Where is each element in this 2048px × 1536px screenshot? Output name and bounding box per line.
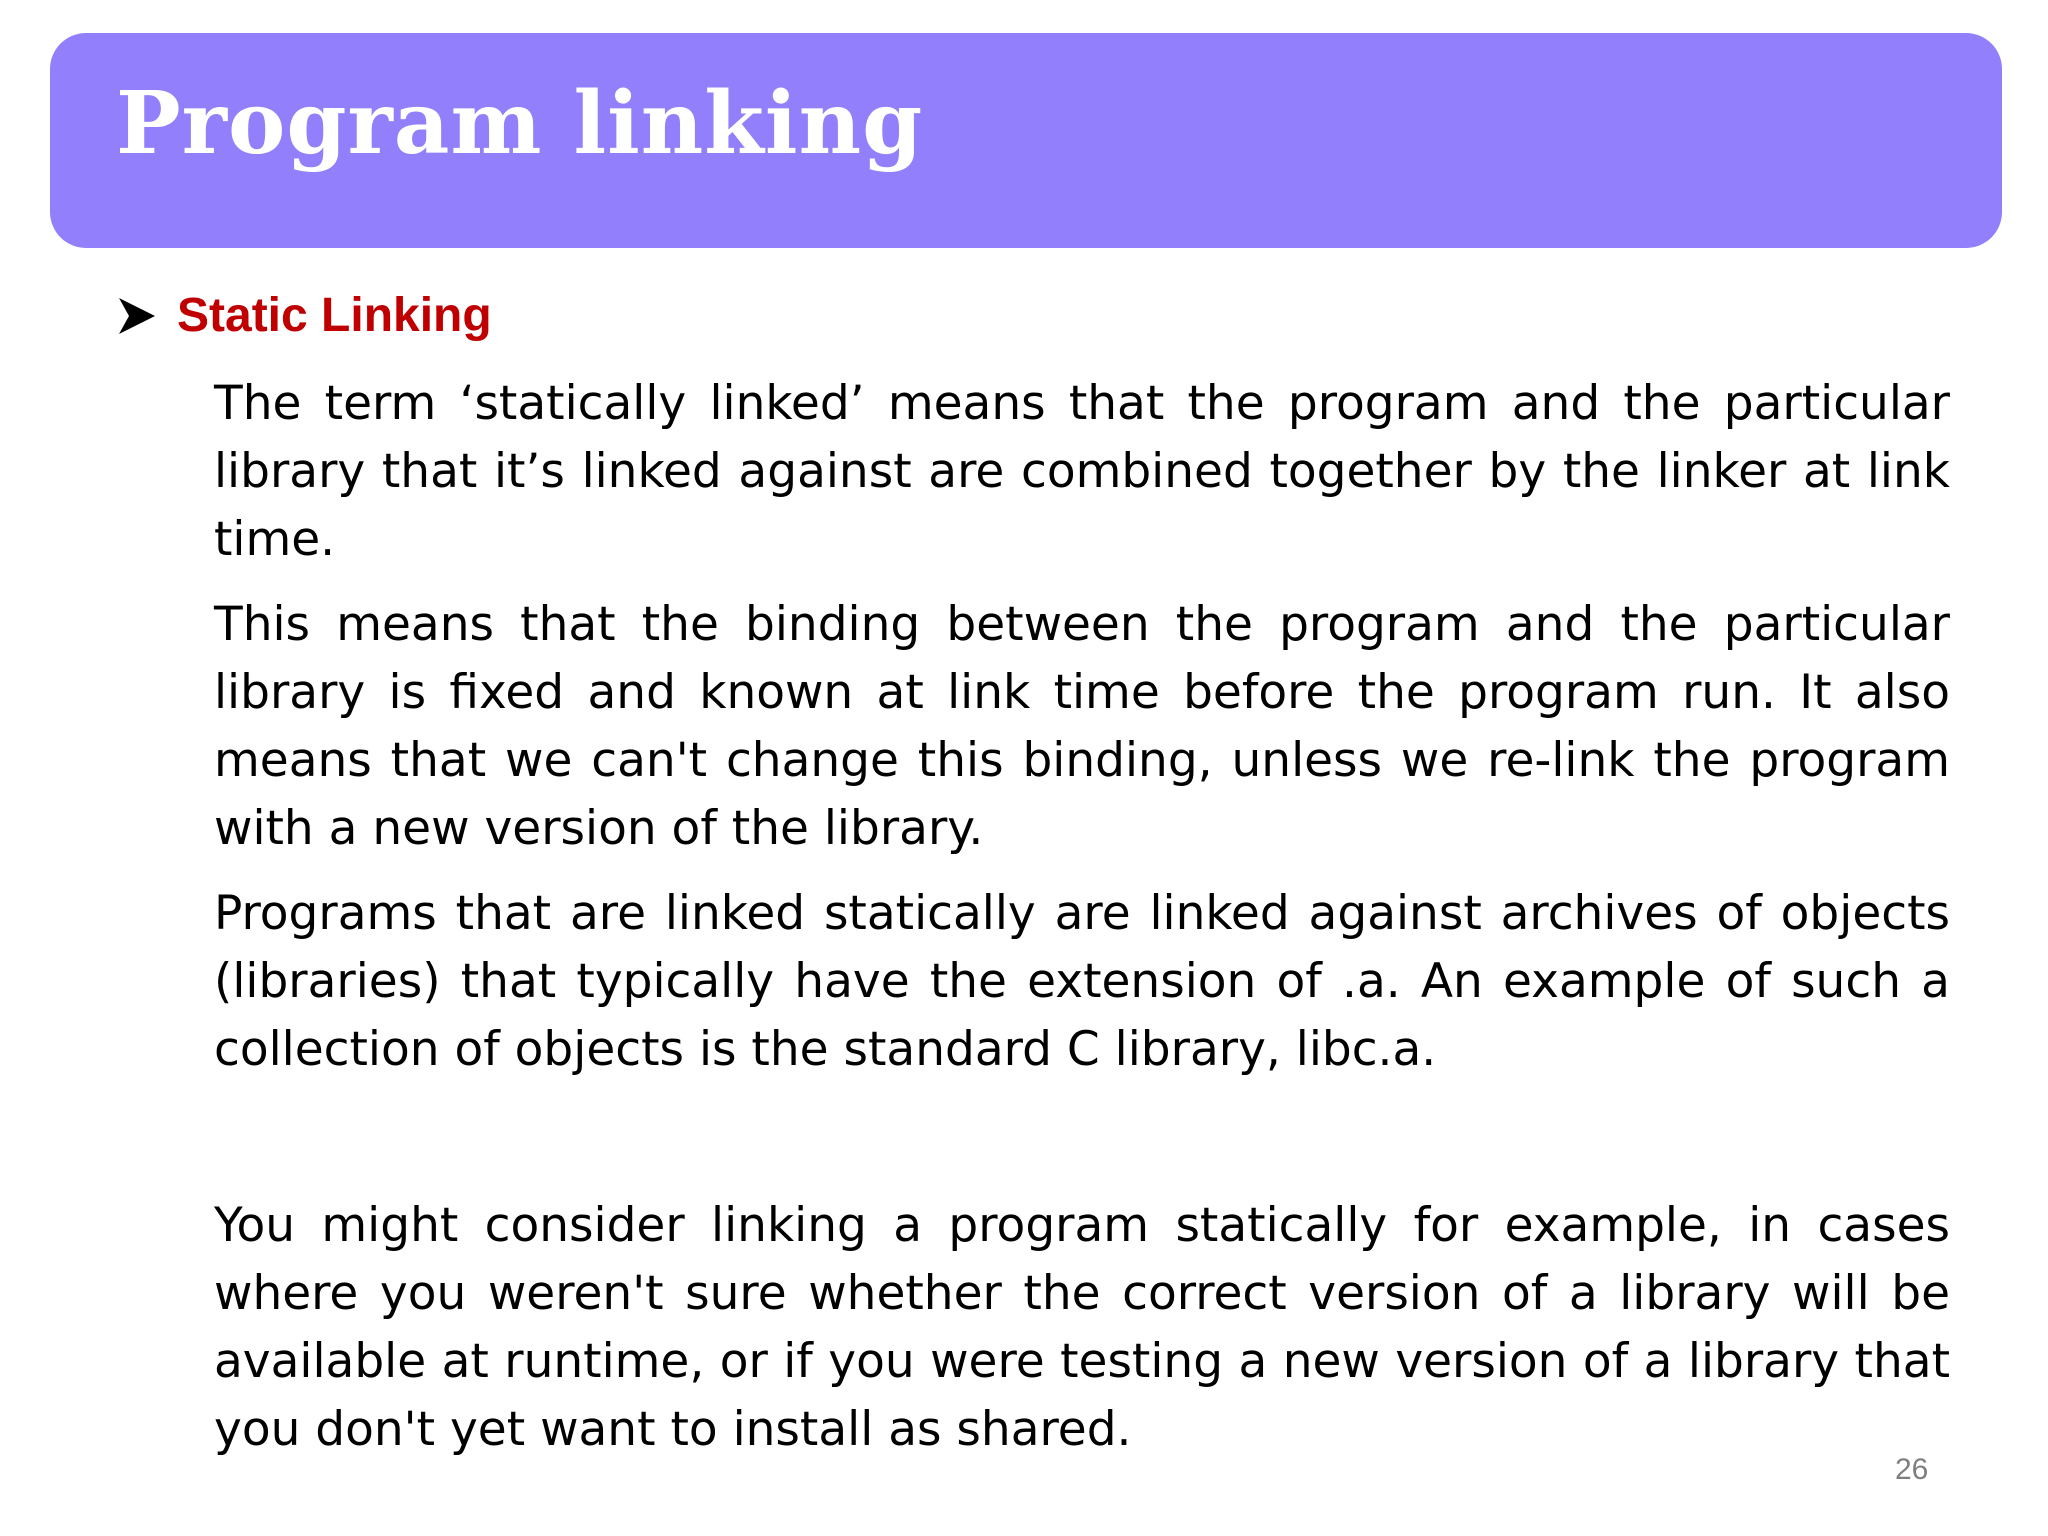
page-number: 26 [1895,1453,1929,1486]
paragraph-2: This means that the binding between the program and the particular library is fixed and known at link time before the program run. It also means that we can't change this binding, unless we re-link the program with a new version of the library. [214,597,1950,856]
paragraph-4: You might consider linking a program statically for example, in cases where you weren't sure whether the correct version of a library will be available at runtime, or if you were testing a new version of a library that you don't yet want to install as shared. [214,1198,1950,1457]
paragraph-1: The term ‘statically linked’ means that the program and the particular library that it’s linked against are combined together by the linker at link time. [214,376,1950,567]
slide-body [214,370,1950,1481]
bullet-static-linking [115,288,492,343]
paragraph-3: Programs that are linked statically are linked against archives of objects (libraries) that typically have the extension of .a. An example of such a collection of objects is the standard C library, libc.a. [214,886,1950,1077]
slide-title: Program linking [116,73,924,174]
arrowhead-bullet-icon [115,294,159,338]
title-banner [50,33,2002,248]
section-heading: Static Linking [177,289,492,342]
